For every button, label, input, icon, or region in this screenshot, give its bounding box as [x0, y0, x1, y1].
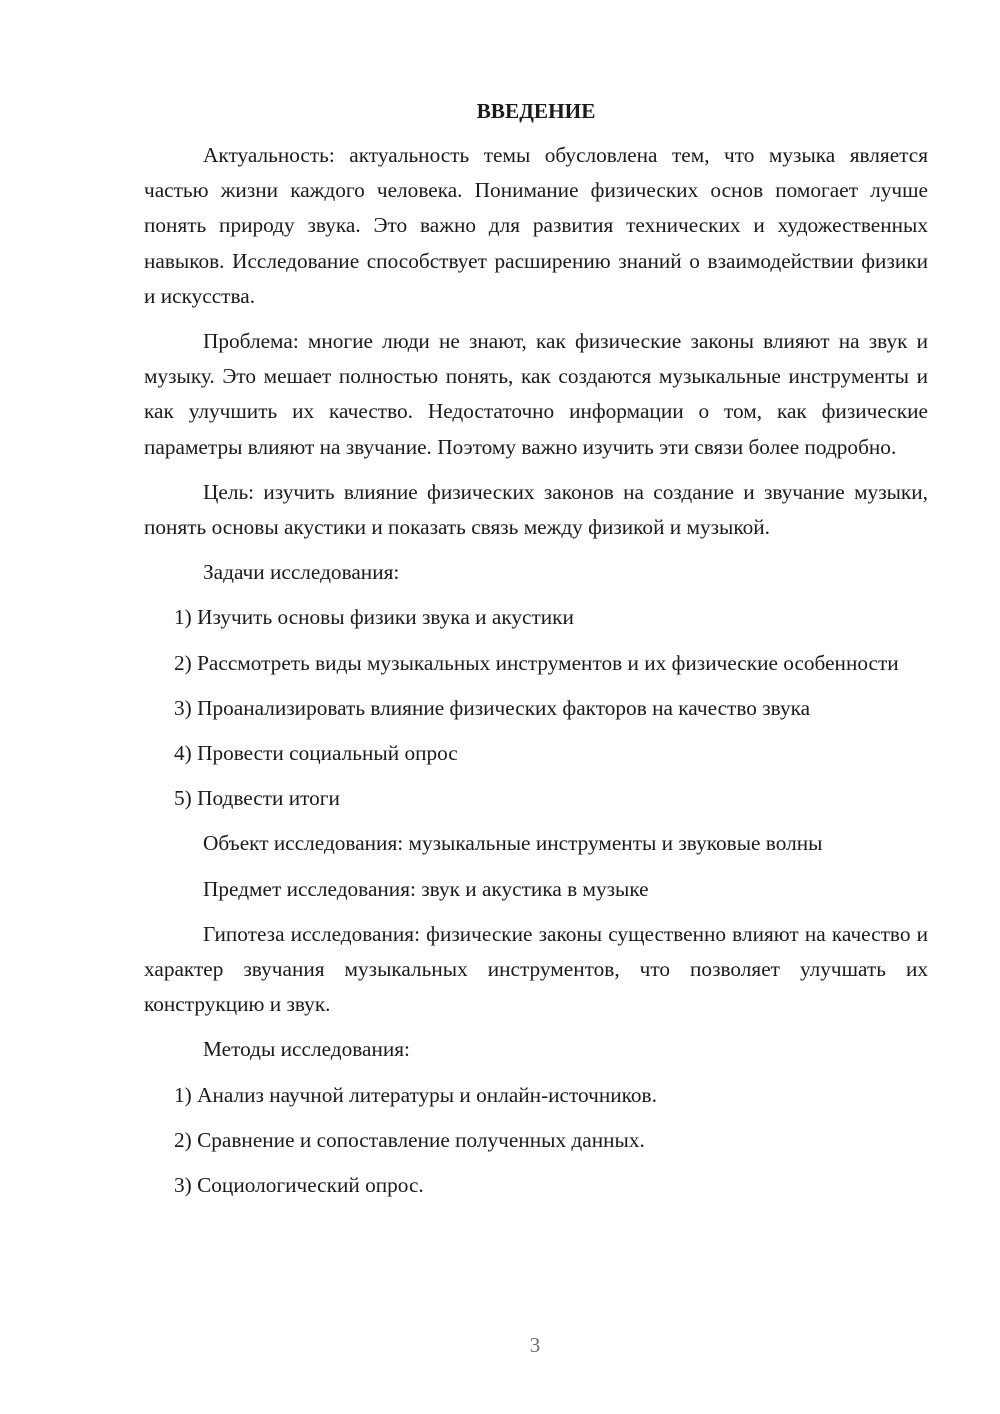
goal-paragraph: Цель: изучить влияние физических законов на создание и звучание музыки, понять основы акустики и показать связь между физикой и музыкой.: [144, 479, 928, 540]
research-subject: Предмет исследования: звук и акустика в музыке: [203, 876, 649, 901]
page-number: 3: [529, 1333, 541, 1357]
task-item-5: 5) Подвести итоги: [174, 786, 340, 811]
page-content: [144, 96, 928, 1213]
task-item-2: 2) Рассмотреть виды музыкальных инструментов и их физические особенности: [174, 650, 899, 675]
research-object: Объект исследования: музыкальные инструменты и звуковые волны: [203, 831, 823, 856]
task-item-3: 3) Проанализировать влияние физических факторов на качество звука: [174, 695, 811, 720]
problem-paragraph: Проблема: многие люди не знают, как физические законы влияют на звук и музыку. Это мешает полностью понять, как создаются музыкальные инструменты и как улучшить их качество. Недостаточно информации о том, как физические параметры влияют на звучание. Поэтому важно изучить эти связи более подробно.: [144, 329, 928, 459]
relevance-paragraph: Актуальность: актуальность темы обусловлена тем, что музыка является частью жизни каждого человека. Понимание физических основ помогает лучше понять природу звука. Это важно для развития технических и художественных навыков. Исследование способствует расширению знаний о взаимодействии физики и искусства.: [144, 143, 928, 308]
task-item-1: 1) Изучить основы физики звука и акустики: [174, 605, 574, 630]
hypothesis-paragraph: Гипотеза исследования: физические законы существенно влияют на качество и характер звучания музыкальных инструментов, что позволяет улучшать их конструкцию и звук.: [144, 921, 928, 1017]
page-title: ВВЕДЕНИЕ: [476, 99, 596, 123]
method-item-3: 3) Социологический опрос.: [174, 1173, 424, 1198]
methods-heading: Методы исследования:: [203, 1037, 410, 1062]
method-item-1: 1) Анализ научной литературы и онлайн-источников.: [174, 1082, 657, 1107]
tasks-heading: Задачи исследования:: [203, 560, 400, 585]
method-item-2: 2) Сравнение и сопоставление полученных данных.: [174, 1127, 645, 1152]
task-item-4: 4) Провести социальный опрос: [174, 741, 458, 766]
